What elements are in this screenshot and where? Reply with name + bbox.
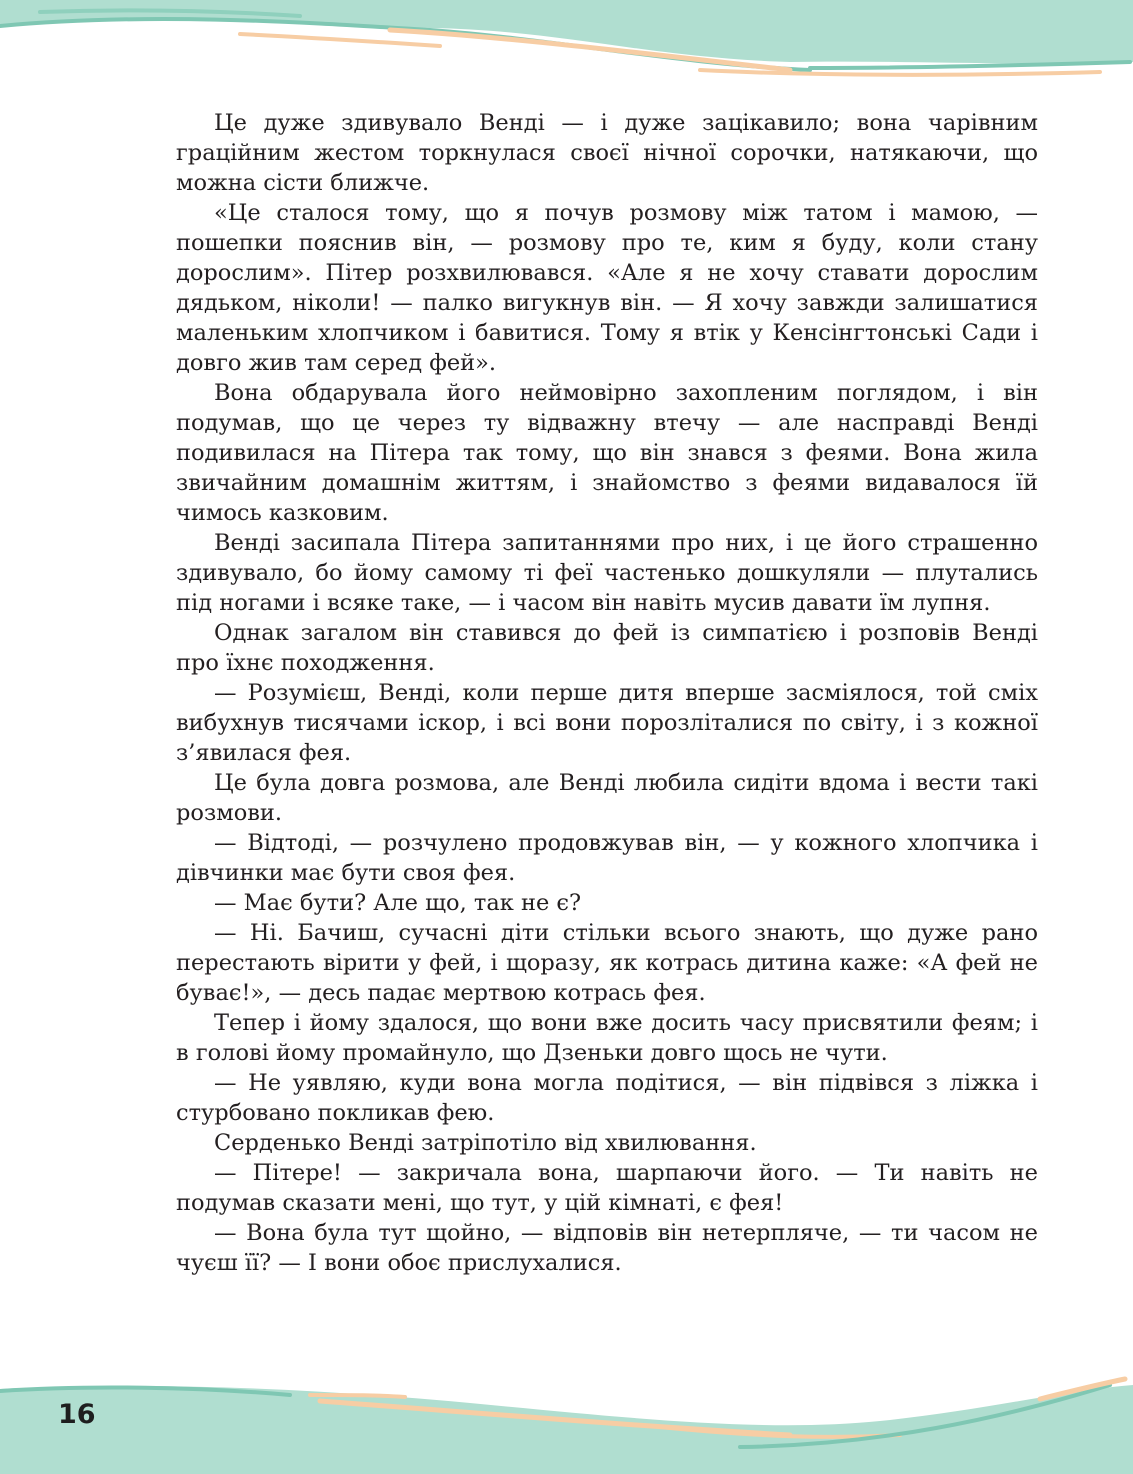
page-number: 16	[58, 1399, 96, 1430]
story-text	[176, 108, 1038, 1278]
paragraph: Тепер і йому здалося, що вони вже досить часу присвятили феям; і в голові йому промайнуло, що Дзеньки довго щось не чути.	[176, 1010, 1038, 1066]
paragraph: «Це сталося тому, що я почув розмову між татом і мамою, — пошепки пояснив він, — розмову про те, ким я буду, коли стану дорослим». Пітер розхвилювався. «Але я не хочу ставати дорослим дядьком, ніколи! — палко вигукнув він. — Я хочу завжди залишатися маленьким хлопчиком і бавитися. Тому я втік у Кенсінгтонські Сади і довго жив там серед фей».	[176, 200, 1038, 376]
paragraph: — Вона була тут щойно, — відповів він нетерпляче, — ти часом не чуєш її? — І вони обоє прислухалися.	[176, 1220, 1038, 1276]
paragraph: — Ні. Бачиш, сучасні діти стільки всього знають, що дуже рано перестають вірити у фей, і щоразу, як котрась дитина каже: «А фей не буває!», — десь падає мертвою котрась фея.	[176, 920, 1038, 1006]
paragraph: Венді засипала Пітера запитаннями про них, і це його страшенно здивувало, бо йому самому ті феї частенько дошкуляли — плутались під ногами і всяке таке, — і часом він навіть мусив давати їм лупня.	[176, 530, 1038, 616]
paragraph: Це дуже здивувало Венді — і дуже зацікавило; вона чарівним граційним жестом торкнулася своєї нічної сорочки, натякаючи, що можна сісти ближче.	[176, 110, 1038, 196]
paragraph: Серденько Венді затріпотіло від хвилювання.	[214, 1130, 757, 1156]
top-wave-decoration	[0, 0, 1133, 90]
paragraph: — Має бути? Але що, так не є?	[214, 890, 582, 916]
paragraph: — Розумієш, Венді, коли перше дитя вперше засміялося, той сміх вибухнув тисячами іскор, і всі вони порозліталися по світу, і з кожної з’явилася фея.	[176, 680, 1038, 766]
paragraph: Це була довга розмова, але Венді любила сидіти вдома і вести такі розмови.	[176, 770, 1038, 826]
paragraph: — Не уявляю, куди вона могла подітися, — він підвівся з ліжка і стурбовано покликав фею.	[176, 1070, 1038, 1126]
paragraph: Однак загалом він ставився до фей із симпатією і розповів Венді про їхнє походження.	[176, 620, 1038, 676]
bottom-wave-decoration	[0, 1355, 1133, 1474]
paragraph: — Відтоді, — розчулено продовжував він, — у кожного хлопчика і дівчинки має бути своя фея.	[176, 830, 1038, 886]
paragraph: Вона обдарувала його неймовірно захопленим поглядом, і він подумав, що це через ту відважну втечу — але насправді Венді подивилася на Пітера так тому, що він знався з феями. Вона жила звичайним домашнім життям, і знайомство з феями видавалося їй чимось казковим.	[176, 380, 1038, 526]
paragraph: — Пітере! — закричала вона, шарпаючи його. — Ти навіть не подумав сказати мені, що тут, у цій кімнаті, є фея!	[176, 1160, 1038, 1216]
